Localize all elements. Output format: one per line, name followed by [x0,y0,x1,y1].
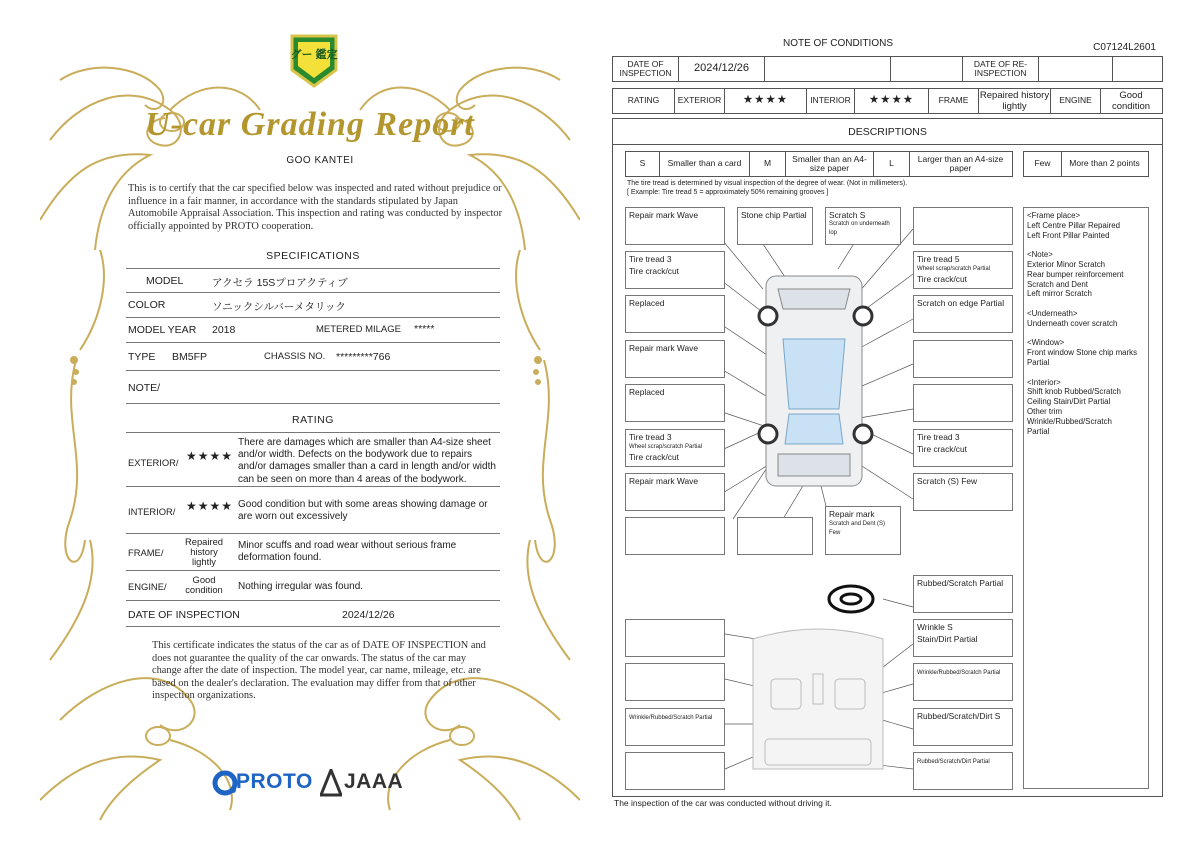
summary-line [1027,368,1145,378]
exterior-description: There are damages which are smaller than A4-size sheet and/or width. Defects on the bodywork due to repairs and/or damages smaller than a card in length and/or width can be seen on more than 4 areas of the bodywork. [238,437,496,485]
note-text: Repair mark Wave [629,343,699,353]
summary-line: Partial [1027,426,1050,436]
note-label: NOTE/ [128,382,161,394]
type-label: TYPE [128,351,156,363]
reinspection-value [1039,57,1113,81]
model-year-label: MODEL YEAR [128,324,197,336]
engine-description: Nothing irregular was found. [238,581,364,592]
note-box-interior-left-2 [625,663,725,701]
note-box-left-center [625,340,725,378]
summary-line: Left mirror Scratch [1027,289,1092,299]
note-of-conditions-sheet [606,34,1170,814]
size-m-desc: Smaller than an A4-size paper [786,152,874,176]
note-text: Scratch (S) Few [917,476,978,486]
jaaa-brand: JAAA [344,770,404,793]
frame-label: FRAME [929,89,979,113]
engine-label: ENGINE/ [128,581,167,592]
chassis-label: CHASSIS NO. [264,351,326,362]
summary-line: Shift knob Rubbed/Scratch [1027,387,1121,397]
spec-row-year [126,318,500,343]
note-text: Tire tread 5 [917,254,960,264]
certificate-disclaimer: This certificate indicates the status of the car as of DATE OF INSPECTION and does not guarantee the quality of the car onwards. The status of the car may change after the date of inspection. The model year, car name, mileage, etc. are based on the dealer's declaration. The evaluation may differ from that of other inspection organizations. [152,640,486,702]
frame-value: Repaired history lightly [979,90,1050,112]
date-of-inspection-value: 2024/12/26 [342,609,395,621]
steering-wheel-icon [829,586,873,612]
note-box-rear-center-left [737,517,813,555]
note-text: Rubbed/Scratch/Dirt S [917,711,1001,721]
grading-certificate [40,20,580,830]
note-box-rear-far-left [625,517,725,555]
summary-line: <Underneath> [1027,308,1078,318]
note-box-left-rear-door [625,384,725,422]
note-text: Replaced [629,298,665,308]
size-l-desc: Larger than an A4-size paper [917,153,1004,173]
note-small: Wrinkle/Rubbed/Scratch Partial [917,670,1001,676]
size-s-label: S [626,152,660,176]
conditions-footer: The inspection of the car was conducted without driving it. [614,798,832,808]
tread-note-line-1: The tire tread is determined by visual inspection of the degree of wear. (Not in millimeters). [627,180,908,187]
rating-row [612,88,1163,114]
note-box-right-front-door [913,295,1013,333]
date-of-inspection-label: DATE OF INSPECTION [128,609,240,621]
report-title: U-car Grading Report [145,106,475,143]
reinspection-label: DATE OF RE-INSPECTION [963,57,1039,81]
exterior-stars: ★★★★ [186,449,234,463]
report-code: C07124L2601 [1093,42,1156,53]
summary-line: Ceiling Stain/Dirt Partial [1027,397,1111,407]
note-text: Scratch on edge Partial [917,298,1005,308]
interior-stars: ★★★★ [855,89,929,113]
conditions-title: NOTE OF CONDITIONS [783,38,893,49]
note-box-left-front-door [625,295,725,333]
note-box-rear-left [625,473,725,511]
note-box-interior-left-3 [625,708,725,746]
note-box-right-center [913,340,1013,378]
note-small: Rubbed/Scratch/Dirt Partial [917,759,990,765]
engine-label: ENGINE [1051,89,1101,113]
spec-row-type [126,343,500,371]
color-value: ソニックシルバーメタリック [212,301,346,313]
summary-line: Scratch and Dent [1027,279,1088,289]
note-box-front-right [825,207,901,245]
rating-row-frame [126,534,500,571]
tread-note-line-2: [ Example: Tire tread 5 = approximately 50% remaining grooves ] [627,189,829,196]
note-box-tire-front-left [625,251,725,289]
note-text: Repair mark [829,509,875,519]
summary-line: Exterior Minor Scratch [1027,259,1106,269]
car-body [766,276,862,486]
spec-row-model [126,268,500,293]
note-box-interior-right-2 [913,663,1013,701]
note-small: Scratch and Dent (S) Few [829,521,886,536]
chassis-value: *********766 [336,351,391,363]
size-m-label: M [750,152,786,176]
interior-label: INTERIOR [807,89,855,113]
few-label: Few [1024,152,1062,176]
jaaa-logo-icon [320,769,342,797]
engine-value: Good condition [1111,90,1151,112]
summary-line [1027,240,1145,250]
model-value: アクセラ 15Sプロアクティブ [212,277,348,289]
exterior-label: EXTERIOR/ [128,457,179,468]
summary-line: <Frame place> [1027,211,1081,220]
note-text: Scratch S [829,210,866,220]
proto-logo-icon [212,770,238,796]
note-text: Tire crack/cut [917,274,967,284]
few-desc: More than 2 points [1069,158,1140,169]
summary-line: Rear bumper reinforcement [1027,269,1124,279]
model-year-value: 2018 [212,324,236,336]
note-small: Wheel scrap/scratch Partial [629,444,703,450]
note-text: Wrinkle S [917,622,953,632]
summary-line: <Note> [1027,250,1053,260]
note-box-tire-rear-left [625,429,725,467]
note-box-rear-right [913,473,1013,511]
rating-row-exterior [126,432,500,487]
note-box-steering [913,575,1013,613]
summary-line [1027,299,1145,309]
exterior-stars: ★★★★ [725,89,807,113]
conditions-summary-list [1023,207,1149,789]
descriptions-heading: DESCRIPTIONS [613,119,1162,145]
summary-line: Wrinkle/Rubbed/Scratch [1027,416,1112,426]
summary-line: Underneath cover scratch [1027,318,1118,328]
summary-line: Left Centre Pillar Repaired [1027,220,1120,230]
rating-row-engine [126,571,500,601]
goo-kantei-badge-icon [288,32,340,90]
mileage-value: ***** [414,323,435,335]
rating-row-interior [126,487,500,534]
type-value: BM5FP [172,351,208,363]
note-text: Stain/Dirt Partial [917,633,978,644]
badge-text: グー 鑑定 [290,49,338,61]
descriptions-panel [612,118,1163,797]
size-l-label: L [874,152,910,176]
note-text: Tire tread 3 [917,432,960,442]
note-text: Tire crack/cut [917,443,967,454]
note-small: Wrinkle/Rubbed/Scratch Partial [629,715,713,721]
rating-heading: RATING [292,414,334,426]
note-box-interior-left-1 [625,619,725,657]
note-text: Rubbed/Scratch Partial [917,578,1004,588]
size-s-desc: Smaller than a card [660,152,750,176]
certification-text: This is to certify that the car specified below was inspected and rated without prejudice or influence in a fair manner, in accordance with the standards stipulated by Japan Automobile Appraisal Association. This inspection and rating was conducted by inspector officially appointed by PROTO cooperation. [128,183,503,232]
note-text: Tire crack/cut [629,452,679,462]
summary-line [1027,329,1145,339]
note-text: Tire crack/cut [629,265,679,276]
frame-description: Minor scuffs and road wear without serious frame deformation found. [238,540,457,564]
interior-diagram [753,629,883,769]
note-text: Tire tread 3 [629,432,672,442]
interior-description: Good condition but with some areas showing damage or are worn out excessively [238,499,488,523]
report-subtitle: GOO KANTEI [286,155,354,166]
date-value: 2024/12/26 [679,57,765,81]
rating-label: RATING [613,89,675,113]
summary-line: <Window> [1027,338,1065,348]
note-small: Scratch on underneath lop [829,221,890,236]
summary-line: <Interior> [1027,377,1061,387]
proto-brand: PROTO [236,770,313,793]
interior-stars: ★★★★ [186,499,234,513]
engine-value: Good condition [185,574,223,595]
note-box-front-center [737,207,813,245]
rating-row-date [126,601,500,627]
summary-line: Left Front Pillar Painted [1027,230,1110,240]
note-text: Replaced [629,387,665,397]
note-text: Repair mark Wave [629,476,699,486]
note-box-shift-knob [913,708,1013,746]
note-text: Repair mark Wave [629,210,699,220]
reinspection-spacer [1113,57,1161,81]
color-label: COLOR [128,299,166,311]
interior-label: INTERIOR/ [128,506,176,517]
note-box-interior-left-4 [625,752,725,790]
exterior-label: EXTERIOR [675,89,725,113]
mileage-label: METERED MILAGE [316,324,401,335]
note-box-tire-front-right [913,251,1013,289]
summary-line: Front window Stone chip marks [1027,348,1138,358]
date-spacer [765,57,891,81]
model-label: MODEL [146,275,184,287]
frame-label: FRAME/ [128,547,164,558]
note-box-rear-center [825,506,901,555]
summary-line: Partial [1027,357,1050,367]
note-small: Wheel scrap/scratch Partial [917,266,991,272]
note-box-front-far-right [913,207,1013,245]
date-spacer-2 [891,57,963,81]
note-box-tire-rear-right [913,429,1013,467]
spec-row-note [126,371,500,404]
note-box-rear-seat [913,752,1013,790]
note-box-right-rear-door [913,384,1013,422]
spec-row-color [126,293,500,318]
inspection-date-row [612,56,1163,82]
note-box-front-left [625,207,725,245]
note-text: Tire tread 3 [629,254,672,264]
specifications-heading: SPECIFICATIONS [266,250,360,262]
summary-line: Other trim [1027,406,1063,416]
note-text: Stone chip Partial [741,210,807,220]
frame-value: Repaired history lightly [184,536,224,567]
date-label: DATE OF INSPECTION [613,57,679,81]
note-box-ceiling [913,619,1013,657]
